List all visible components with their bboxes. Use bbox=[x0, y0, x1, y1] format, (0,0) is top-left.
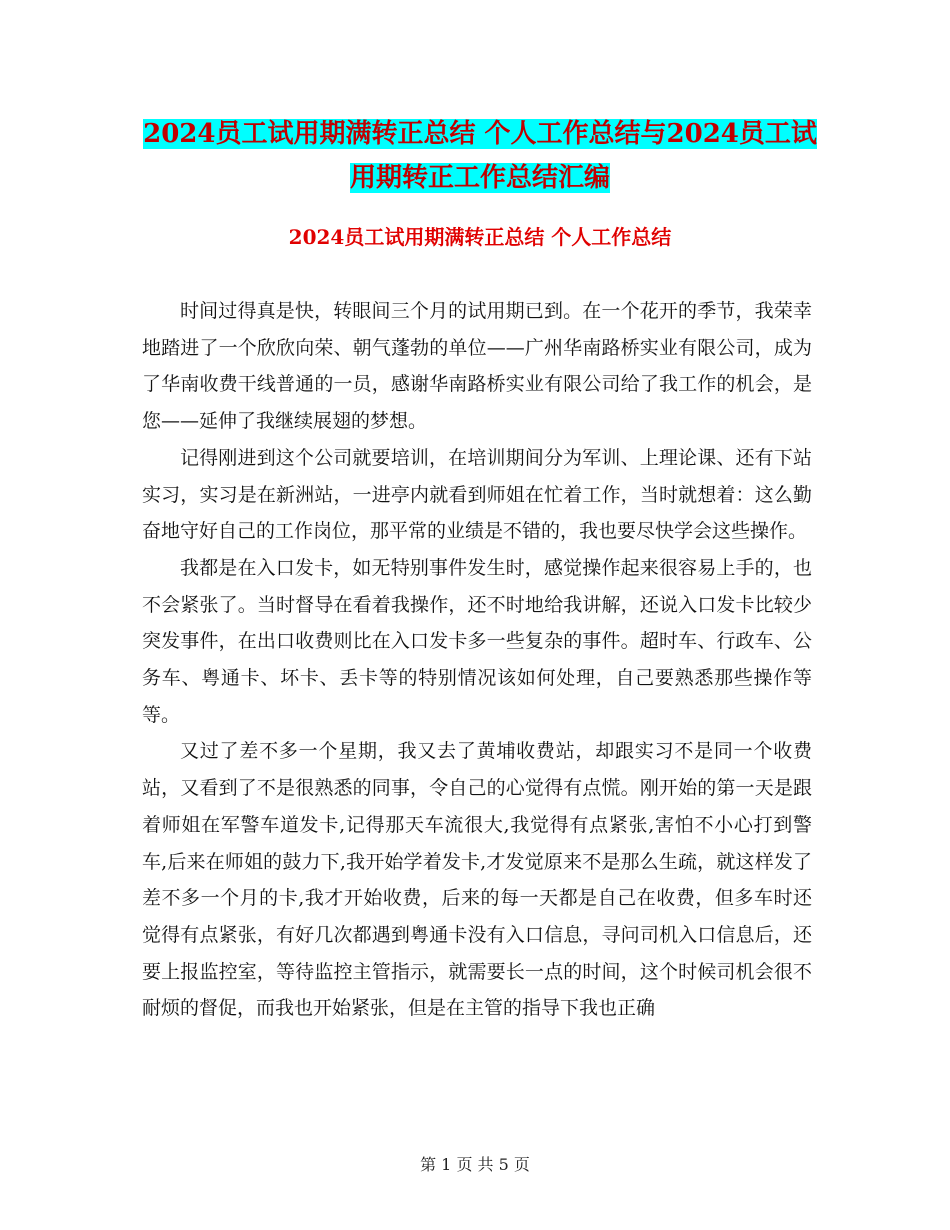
body-text bbox=[142, 293, 812, 1027]
main-title bbox=[140, 112, 820, 200]
paragraph-3: 我都是在入口发卡，如无特别事件发生时，感觉操作起来很容易上手的，也不会紧张了。当时督导在看着我操作，还不时地给我讲解，还说入口发卡比较少突发事件，在出口收费则比在入口发卡多一些复杂的事件。超时车、行政车、公务车、粤通卡、坏卡、丢卡等的特别情况该如何处理，自己要熟悉那些操作等等。 bbox=[142, 556, 812, 726]
page-footer: 第 1 页 共 5 页 bbox=[420, 1155, 530, 1174]
main-title-text: 2024员工试用期满转正总结 个人工作总结与2024员工试用期转正工作总结汇编 bbox=[143, 119, 817, 193]
paragraph-2: 记得刚进到这个公司就要培训，在培训期间分为军训、上理论课、还有下站实习，实习是在新洲站，一进亭内就看到师姐在忙着工作，当时就想着：这么勤奋地守好自己的工作岗位，那平常的业绩是不错的，我也要尽快学会这些操作。 bbox=[142, 446, 812, 543]
paragraph-1: 时间过得真是快，转眼间三个月的试用期已到。在一个花开的季节，我荣幸地踏进了一个欣欣向荣、朝气蓬勃的单位——广州华南路桥实业有限公司，成为了华南收费干线普通的一员，感谢华南路桥实业有限公司给了我工作的机会，是您——延伸了我继续展翅的梦想。 bbox=[142, 300, 812, 433]
paragraph-4: 又过了差不多一个星期，我又去了黄埔收费站，却跟实习不是同一个收费站，又看到了不是很熟悉的同事，令自己的心觉得有点慌。刚开始的第一天是跟着师姐在军警车道发卡,记得那天车流很大,我觉得有点紧张,害怕不小心打到警车,后来在师姐的鼓力下,我开始学着发卡,才发觉原来不是那么生疏，就这样发了差不多一个月的卡,我才开始收费，后来的每一天都是自己在收费，但多车时还觉得有点紧张，有好几次都遇到粤通卡没有入口信息，寻问司机入口信息后，还要上报监控室，等待监控主管指示，就需要长一点的时间，这个时候司机会很不耐烦的督促，而我也开始紧张，但是在主管的指导下我也正确 bbox=[142, 740, 812, 1020]
section-title: 2024员工试用期满转正总结 个人工作总结 bbox=[288, 225, 672, 249]
